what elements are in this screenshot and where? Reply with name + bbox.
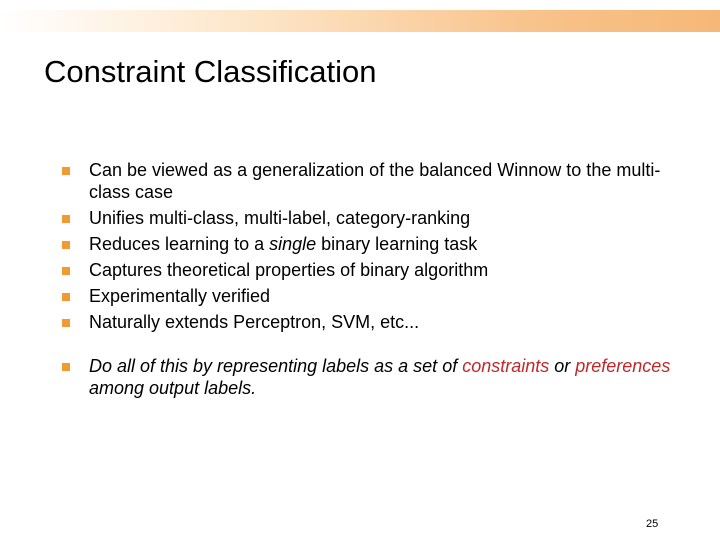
square-bullet-icon — [62, 293, 70, 301]
bullet-text-pre: Reduces learning to a — [89, 234, 270, 254]
list-item — [62, 285, 672, 307]
bullet-text: Naturally extends Perceptron, SVM, etc... — [89, 312, 420, 332]
bullet-list — [62, 159, 672, 403]
header-gradient-band — [0, 10, 720, 32]
square-bullet-icon — [62, 241, 70, 249]
bullet-text: Unifies multi-class, multi-label, category-ranking — [89, 208, 471, 228]
list-item-summary — [62, 355, 672, 399]
summary-text-part2: or — [549, 356, 576, 376]
bullet-text: Captures theoretical properties of binary algorithm — [89, 260, 489, 280]
highlight-constraints: constraints — [462, 356, 550, 376]
square-bullet-icon — [62, 319, 70, 327]
bullet-text-post: binary learning task — [316, 234, 478, 254]
summary-text-part3: among output labels. — [89, 378, 257, 398]
bullet-text-emphasis: single — [269, 234, 317, 254]
square-bullet-icon — [62, 267, 70, 275]
summary-text-part1: Do all of this by representing labels as a set of — [89, 356, 463, 376]
list-item — [62, 259, 672, 281]
list-item — [62, 233, 672, 255]
bullet-text: Experimentally verified — [89, 286, 271, 306]
slide-title: Constraint Classification — [44, 54, 377, 89]
list-item — [62, 311, 672, 333]
bullet-text: Can be viewed as a generalization of the balanced Winnow to the multi-class case — [89, 160, 661, 202]
square-bullet-icon — [62, 363, 70, 371]
page-number: 25 — [646, 518, 659, 530]
square-bullet-icon — [62, 167, 70, 175]
list-item — [62, 159, 672, 203]
square-bullet-icon — [62, 215, 70, 223]
highlight-preferences: preferences — [575, 356, 671, 376]
list-item — [62, 207, 672, 229]
